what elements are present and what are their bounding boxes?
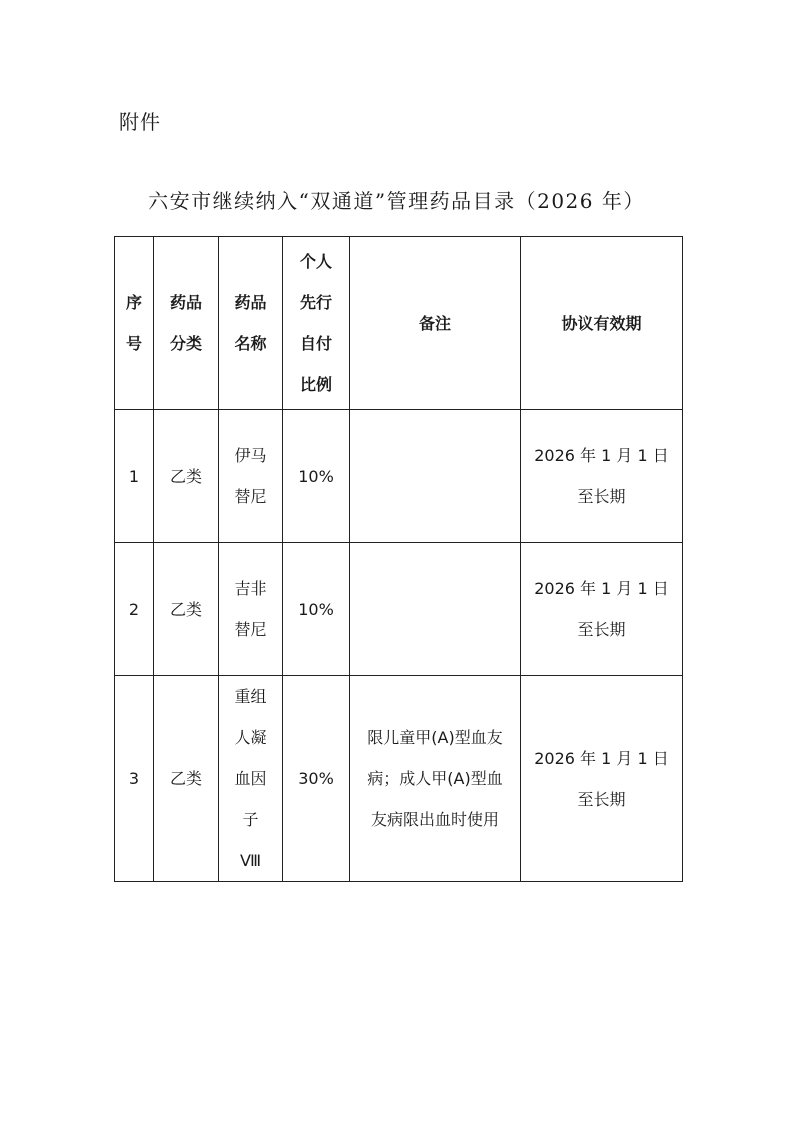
cell-note: 限儿童甲(A)型血友病；成人甲(A)型血友病限出血时使用 (350, 676, 521, 882)
cell-ratio: 30% (283, 676, 350, 882)
header-note: 备注 (350, 237, 521, 410)
cell-seq: 2 (115, 543, 154, 676)
header-ratio: 个人先行自付比例 (283, 237, 350, 410)
table-row (115, 676, 683, 882)
table-row (115, 543, 683, 676)
cell-validity: 2026 年 1 月 1 日至长期 (521, 410, 683, 543)
cell-category: 乙类 (154, 410, 219, 543)
cell-category: 乙类 (154, 676, 219, 882)
cell-drug-name: 吉非替尼 (219, 543, 283, 676)
cell-seq: 1 (115, 410, 154, 543)
attachment-label: 附件 (119, 110, 161, 134)
cell-validity: 2026 年 1 月 1 日至长期 (521, 543, 683, 676)
cell-drug-name: 伊马替尼 (219, 410, 283, 543)
cell-validity: 2026 年 1 月 1 日至长期 (521, 676, 683, 882)
cell-note (350, 543, 521, 676)
table-row (115, 410, 683, 543)
header-seq: 序号 (115, 237, 154, 410)
cell-note (350, 410, 521, 543)
drug-catalog-table (114, 236, 683, 882)
table-header-row (115, 237, 683, 410)
cell-category: 乙类 (154, 543, 219, 676)
cell-drug-name: 重组人凝血因子Ⅷ (219, 676, 283, 882)
document-title: 六安市继续纳入“双通道”管理药品目录（2026 年） (148, 189, 645, 213)
header-category: 药品分类 (154, 237, 219, 410)
header-validity: 协议有效期 (521, 237, 683, 410)
cell-ratio: 10% (283, 410, 350, 543)
cell-ratio: 10% (283, 543, 350, 676)
header-name: 药品名称 (219, 237, 283, 410)
cell-seq: 3 (115, 676, 154, 882)
